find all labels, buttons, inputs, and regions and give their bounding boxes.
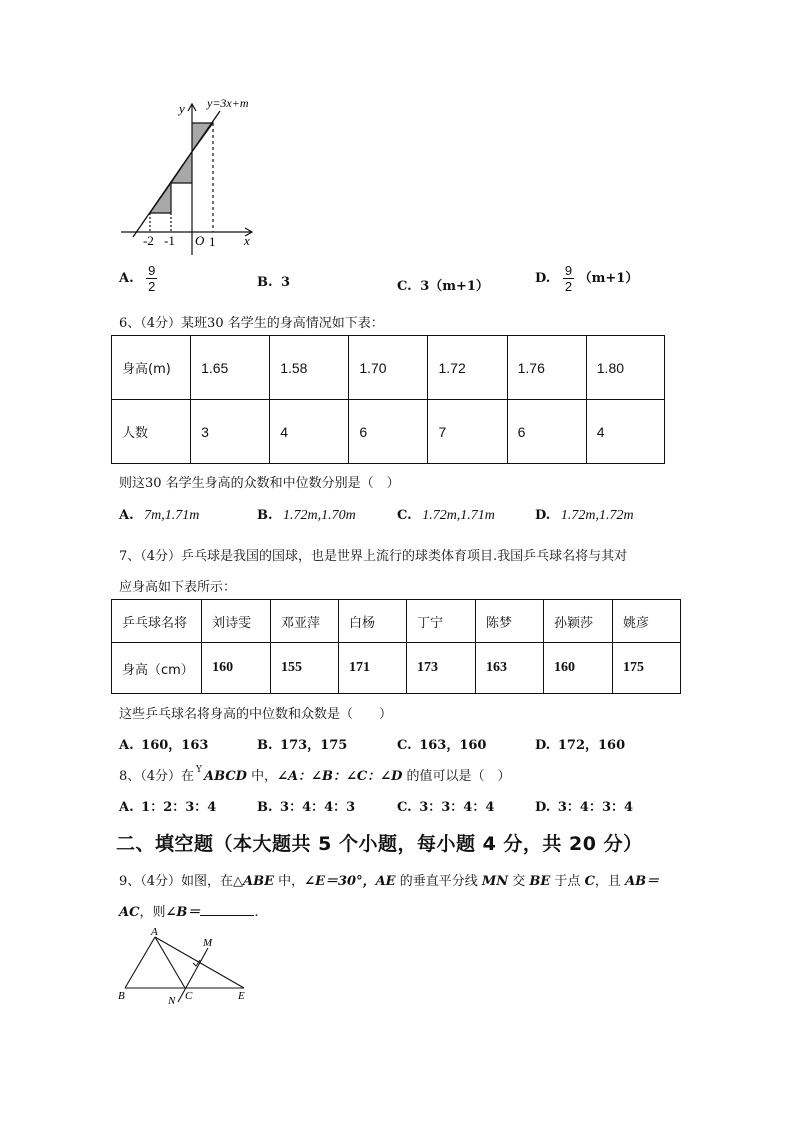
angle-ratio: ∠A：∠B：∠C：∠D bbox=[277, 769, 403, 784]
player-name-cell: 陈梦 bbox=[476, 600, 544, 643]
row-header-count: 人数 bbox=[112, 400, 191, 464]
count-cell: 6 bbox=[507, 400, 586, 464]
count-cell: 3 bbox=[191, 400, 270, 464]
option-letter: A. bbox=[119, 738, 134, 753]
q7-option-b[interactable] bbox=[257, 734, 347, 753]
player-height-cell: 163 bbox=[476, 643, 544, 694]
option-letter: D. bbox=[535, 738, 551, 753]
section-title-fill-in: 二、填空题（本大题共 5 个小题，每小题 4 分，共 20 分） bbox=[116, 833, 643, 855]
option-text: 7m,1.71m bbox=[144, 508, 200, 523]
q6-option-c[interactable] bbox=[397, 508, 495, 524]
player-name-cell: 刘诗雯 bbox=[202, 600, 271, 643]
player-height-cell: 160 bbox=[202, 643, 271, 694]
row-header-players: 乒乓球名将 bbox=[112, 600, 202, 643]
option-text: 1.72m,1.71m bbox=[422, 508, 495, 523]
q6-option-d[interactable] bbox=[535, 508, 634, 524]
count-cell: 7 bbox=[428, 400, 507, 464]
line-y-3x-m bbox=[133, 111, 220, 237]
figure-name: ABCD bbox=[204, 769, 247, 784]
q8-option-a[interactable] bbox=[119, 796, 216, 815]
q5-graph-figure bbox=[110, 90, 280, 260]
height-cell: 1.76 bbox=[507, 336, 586, 400]
option-text: 1.72m,1.72m bbox=[560, 508, 634, 523]
tick-label-1: 1 bbox=[209, 234, 216, 249]
height-cell: 1.65 bbox=[191, 336, 270, 400]
option-letter: C. bbox=[397, 279, 412, 294]
player-height-cell: 160 bbox=[544, 643, 613, 694]
q7-player-table bbox=[111, 599, 681, 694]
q7-option-a[interactable] bbox=[119, 734, 208, 753]
player-height-cell: 173 bbox=[407, 643, 476, 694]
q8-option-d[interactable] bbox=[535, 796, 633, 815]
option-letter: D. bbox=[535, 271, 551, 286]
q9-stem-line1: 9、（4分）如图，在△ABE 中，∠E＝30°，AE 的垂直平分线 MN 交 BE 于点 C，且 AB＝ bbox=[119, 874, 660, 889]
parallelogram-symbol: Y bbox=[196, 765, 202, 775]
option-text: 3：4：3：4 bbox=[557, 800, 634, 815]
option-letter: A. bbox=[119, 271, 134, 286]
row-header-height: 身高(m) bbox=[112, 336, 191, 400]
option-letter: D. bbox=[535, 508, 551, 523]
perpendicular-bisector-mn bbox=[178, 948, 208, 1002]
height-cell: 1.72 bbox=[428, 336, 507, 400]
height-cell: 1.58 bbox=[270, 336, 349, 400]
option-text: 172，160 bbox=[557, 738, 626, 753]
count-cell: 4 bbox=[586, 400, 664, 464]
q6-option-b[interactable] bbox=[257, 508, 356, 524]
option-text: 173，175 bbox=[280, 738, 348, 753]
q6-option-a[interactable] bbox=[119, 508, 199, 524]
player-name-cell: 邓亚萍 bbox=[271, 600, 339, 643]
q5-option-a[interactable] bbox=[119, 263, 157, 294]
player-name-cell: 姚彦 bbox=[612, 600, 680, 643]
line-label: y=3x+m bbox=[207, 96, 249, 110]
point-label-m: M bbox=[203, 937, 213, 949]
option-text: 3（m+1） bbox=[420, 279, 489, 294]
q7-stem-line1: 7、（4分）乒乓球是我国的国球，也是世界上流行的球类体育项目.我国乒乓球名将与其对 bbox=[119, 549, 628, 564]
option-letter: C. bbox=[397, 738, 412, 753]
player-height-cell: 175 bbox=[612, 643, 680, 694]
option-suffix: （m+1） bbox=[578, 271, 639, 286]
count-cell: 4 bbox=[270, 400, 349, 464]
option-letter: A. bbox=[119, 800, 134, 815]
point-label-a: A bbox=[151, 926, 158, 938]
height-cell: 1.70 bbox=[349, 336, 428, 400]
player-name-cell: 白杨 bbox=[339, 600, 407, 643]
option-letter: D. bbox=[535, 800, 551, 815]
q8-option-c[interactable] bbox=[397, 796, 494, 815]
q7-option-c[interactable] bbox=[397, 734, 486, 753]
player-name-cell: 孙颖莎 bbox=[544, 600, 613, 643]
point-label-e: E bbox=[238, 990, 245, 1002]
q5-option-d[interactable] bbox=[535, 263, 638, 294]
q6-height-table bbox=[111, 335, 665, 464]
option-letter: B. bbox=[257, 800, 273, 815]
option-letter: C. bbox=[397, 800, 412, 815]
y-axis-label: y bbox=[179, 101, 185, 116]
q5-option-b[interactable] bbox=[257, 275, 290, 290]
option-letter: B. bbox=[257, 738, 273, 753]
point-label-b: B bbox=[118, 990, 125, 1002]
tick-label-neg1: -1 bbox=[164, 233, 175, 248]
q7-option-d[interactable] bbox=[535, 734, 625, 753]
count-cell: 6 bbox=[349, 400, 428, 464]
q9-stem-line2: AC，则∠B＝ . bbox=[119, 905, 259, 920]
q8-stem: 8、（4分）在 $^Y$ ABCD 中，∠A：∠B：∠C：∠D 的值可以是（ ） bbox=[119, 765, 511, 784]
option-text: 1.72m,1.70m bbox=[283, 508, 356, 523]
origin-label: O bbox=[195, 233, 205, 248]
player-height-cell: 155 bbox=[271, 643, 339, 694]
option-text: 3：4：4：3 bbox=[280, 800, 356, 815]
row-header-height-cm: 身高（cm） bbox=[112, 643, 202, 694]
player-height-cell: 171 bbox=[339, 643, 407, 694]
option-text: 3：3：4：4 bbox=[419, 800, 495, 815]
option-text: 160，163 bbox=[141, 738, 209, 753]
fraction: $\frac{9}{2}$ bbox=[148, 263, 156, 294]
point-label-n: N bbox=[168, 995, 176, 1007]
point-label-c: C bbox=[185, 990, 193, 1002]
player-name-cell: 丁宁 bbox=[407, 600, 476, 643]
option-letter: B. bbox=[257, 508, 273, 523]
q5-option-c[interactable] bbox=[397, 275, 489, 294]
option-text: 1：2：3：4 bbox=[141, 800, 217, 815]
tick-label-neg2: -2 bbox=[143, 233, 154, 248]
q6-stem: 6、（4分）某班30 名学生的身高情况如下表： bbox=[119, 316, 384, 331]
q6-question: 则这30 名学生身高的众数和中位数分别是（ ） bbox=[119, 476, 400, 491]
option-letter: B. bbox=[257, 275, 273, 290]
option-text: 3 bbox=[281, 275, 291, 290]
q8-option-b[interactable] bbox=[257, 796, 355, 815]
q7-question: 这些乒乓球名将身高的中位数和众数是（ ） bbox=[119, 707, 393, 722]
option-letter: A. bbox=[119, 508, 134, 523]
q7-stem-line2: 应身高如下表所示： bbox=[119, 580, 237, 595]
fraction: $\frac{9}{2}$ bbox=[564, 263, 573, 294]
q9-triangle-figure bbox=[110, 915, 270, 1010]
option-text: 163，160 bbox=[419, 738, 487, 753]
option-letter: C. bbox=[397, 508, 412, 523]
height-cell: 1.80 bbox=[586, 336, 664, 400]
x-axis-label: x bbox=[244, 233, 250, 248]
